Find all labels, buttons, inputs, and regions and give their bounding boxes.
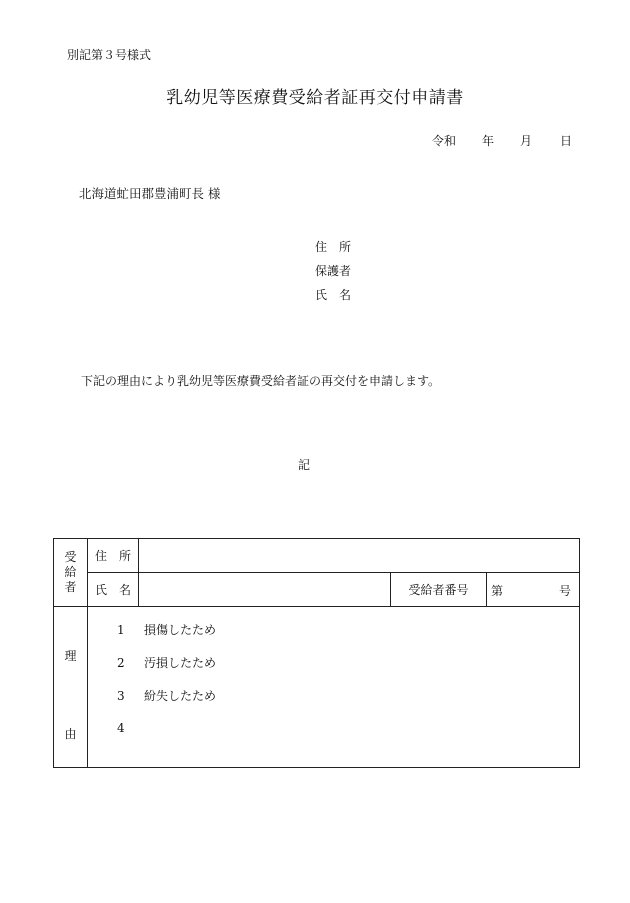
name-field[interactable] bbox=[139, 573, 391, 607]
recipient-table bbox=[53, 538, 580, 768]
number-prefix: 第 bbox=[491, 584, 504, 598]
reason-number: 4 bbox=[117, 721, 125, 735]
date-era: 令和 bbox=[432, 134, 457, 148]
reason-item[interactable] bbox=[117, 687, 216, 704]
table-row-name bbox=[54, 573, 580, 607]
reason-text: 紛失したため bbox=[144, 689, 217, 703]
applicant-block bbox=[315, 235, 351, 307]
recipient-side-text: 受 給 者 bbox=[64, 550, 77, 594]
applicant-name-label: 氏 名 bbox=[315, 288, 352, 302]
table-row-reason bbox=[54, 607, 580, 768]
date-day-label: 日 bbox=[560, 134, 573, 148]
reason-number: 2 bbox=[117, 656, 125, 670]
date-line bbox=[432, 132, 572, 149]
reason-item[interactable] bbox=[117, 621, 216, 638]
reason-side-top: 理 bbox=[64, 649, 77, 663]
document-title: 乳幼児等医療費受給者証再交付申請書 bbox=[166, 88, 464, 108]
reason-text: 汚損したため bbox=[144, 656, 217, 670]
date-month-label: 月 bbox=[520, 134, 533, 148]
date-year-label: 年 bbox=[482, 134, 495, 148]
address-field[interactable] bbox=[139, 539, 580, 573]
reason-text: 損傷したため bbox=[144, 623, 217, 637]
applicant-guardian-label: 保護者 bbox=[315, 264, 352, 278]
recipient-side-label bbox=[54, 539, 88, 607]
addressee: 北海道虻田郡豊浦町長 様 bbox=[79, 186, 221, 201]
recipient-number-field[interactable] bbox=[487, 573, 580, 607]
name-label: 氏 名 bbox=[88, 573, 139, 607]
reason-list[interactable] bbox=[88, 607, 580, 768]
table-row-address bbox=[54, 539, 580, 573]
form-number: 別記第３号様式 bbox=[67, 48, 152, 62]
application-statement: 下記の理由により乳幼児等医療費受給者証の再交付を申請します。 bbox=[81, 374, 441, 388]
address-label: 住 所 bbox=[88, 539, 139, 573]
reason-side-bottom: 由 bbox=[64, 727, 77, 741]
applicant-address-label: 住 所 bbox=[315, 240, 352, 254]
reason-side-label bbox=[54, 607, 88, 768]
number-suffix: 号 bbox=[558, 584, 571, 598]
recipient-number-label: 受給者番号 bbox=[391, 573, 487, 607]
ki-marker: 記 bbox=[298, 458, 311, 472]
reason-number: 1 bbox=[117, 623, 125, 637]
reason-item[interactable] bbox=[117, 721, 144, 735]
reason-number: 3 bbox=[117, 689, 125, 703]
reason-item[interactable] bbox=[117, 654, 216, 671]
